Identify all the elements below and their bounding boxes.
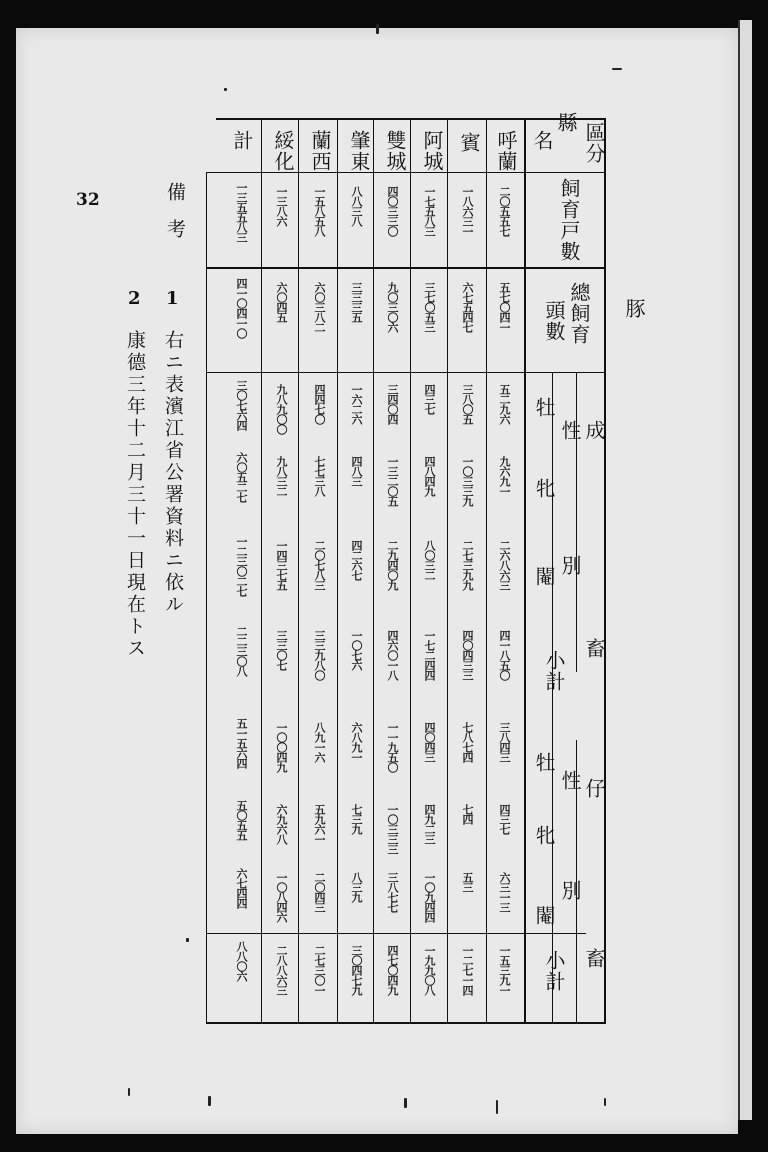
cell-total-hinshi: 六〇五二七 bbox=[235, 452, 248, 502]
cell-zhaodong-boshi: 一六二六 bbox=[350, 384, 363, 424]
header-hinshi2: 牝 bbox=[532, 825, 556, 846]
cell-hulan-hinshi2: 四三七 bbox=[498, 804, 511, 834]
sub-header-sep bbox=[552, 372, 553, 1024]
note-1-text: 右ニ表濱江省公署資料ニ依ル bbox=[162, 330, 184, 616]
scan-speck bbox=[224, 88, 227, 91]
divider-2 bbox=[206, 372, 604, 373]
table-title: 豚 bbox=[622, 298, 646, 318]
header-col-sep bbox=[524, 120, 526, 1024]
row-sep-4 bbox=[373, 120, 374, 1024]
scan-speck bbox=[496, 1100, 498, 1114]
cell-hulan-sou-tousuu: 五七〇四一 bbox=[498, 282, 511, 332]
cell-lanxi-hinshi: 七七三八 bbox=[313, 456, 326, 496]
cell-bin-shokei: 四〇四三三 bbox=[461, 630, 474, 680]
cell-bin-en2: 五三 bbox=[461, 872, 474, 892]
row-name-total: 計 bbox=[230, 130, 254, 151]
cell-bin-boshi: 三八〇五 bbox=[461, 384, 474, 424]
cell-bin-sou-tousuu: 六七五四七 bbox=[461, 282, 474, 332]
header-shokei: 小計 bbox=[542, 650, 566, 692]
cell-shuangcheng-shokei: 四六〇一八 bbox=[386, 630, 399, 680]
cell-suihua-hinshi2: 六九六八 bbox=[275, 804, 288, 844]
note-2-number: 2 bbox=[128, 288, 141, 309]
cell-lanxi-boshi2: 八九一六 bbox=[313, 722, 326, 762]
cell-shuangcheng-en: 二九四〇九 bbox=[386, 540, 399, 590]
cell-hulan-boshi2: 三八四三 bbox=[498, 722, 511, 762]
header-hinshi: 牝 bbox=[532, 478, 556, 499]
row-name-bin: 賓 bbox=[457, 132, 481, 153]
row-sep-5 bbox=[410, 120, 411, 1024]
note-2-text: 康德三年十二月三十一日現在トス bbox=[124, 330, 146, 660]
cell-total-en2: 六七四四 bbox=[235, 868, 248, 908]
cell-shuangcheng-hinshi2: 一〇三三三 bbox=[386, 804, 399, 854]
header-seibetsu2-a: 性 bbox=[558, 770, 582, 791]
cell-total-en: 一二三〇二七 bbox=[235, 536, 248, 596]
sub-header-sep-2 bbox=[576, 372, 577, 672]
cell-acheng-sou-tousuu: 三七〇五三 bbox=[423, 282, 436, 332]
cell-zhaodong-shokei2: 三〇四七九 bbox=[350, 945, 363, 995]
cell-acheng-boshi2: 四〇四三 bbox=[423, 722, 436, 762]
cell-hulan-shiiku-kosuu: 二〇五五七 bbox=[498, 186, 511, 236]
scan-speck bbox=[128, 1088, 130, 1096]
cell-lanxi-sou-tousuu: 六〇三八二 bbox=[313, 282, 326, 332]
cell-zhaodong-hinshi: 四八三 bbox=[350, 456, 363, 486]
cell-acheng-hinshi2: 四九二三 bbox=[423, 804, 436, 844]
cell-lanxi-en2: 二〇四三 bbox=[313, 872, 326, 912]
scan-speck bbox=[612, 68, 622, 70]
divider-1 bbox=[206, 267, 604, 269]
row-name-lanxi: 蘭西 bbox=[308, 130, 332, 172]
cell-lanxi-boshi: 四四七〇 bbox=[313, 384, 326, 424]
cell-shuangcheng-boshi2: 一一九五〇 bbox=[386, 722, 399, 772]
cell-suihua-shiiku-kosuu: 一三八六 bbox=[275, 186, 288, 226]
row-name-hulan: 呼蘭 bbox=[494, 130, 518, 172]
cell-total-shokei: 二二三〇八 bbox=[235, 626, 248, 676]
cell-lanxi-shokei: 三三九八〇 bbox=[313, 630, 326, 680]
cell-zhaodong-shokei: 一〇七六 bbox=[350, 630, 363, 670]
header-shichiku-b: 畜 bbox=[582, 948, 606, 969]
cell-acheng-en2: 一〇九四四 bbox=[423, 872, 436, 922]
note-1-number: 1 bbox=[166, 288, 179, 309]
cell-bin-shokei2: 一二七一四 bbox=[461, 945, 474, 995]
cell-suihua-shokei: 三三〇七 bbox=[275, 630, 288, 670]
cell-suihua-sou-tousuu: 六〇四五 bbox=[275, 282, 288, 322]
cell-lanxi-en: 二〇七八三 bbox=[313, 540, 326, 590]
header-boshi2: 牡 bbox=[532, 752, 556, 773]
header-shichiku-a: 仔 bbox=[582, 778, 606, 799]
row-sep-3 bbox=[337, 120, 338, 1024]
cell-total-boshi2: 五一五六四 bbox=[235, 718, 248, 768]
cell-shuangcheng-hinshi: 一三二〇五 bbox=[386, 456, 399, 506]
cell-acheng-boshi: 四三七 bbox=[423, 384, 436, 414]
cell-zhaodong-en: 四二六七 bbox=[350, 540, 363, 580]
cell-lanxi-shokei2: 二七三〇一 bbox=[313, 945, 326, 995]
row-name-zhaodong: 肇東 bbox=[347, 130, 371, 172]
row-name-shuangcheng: 雙城 bbox=[383, 130, 407, 172]
cell-acheng-shokei2: 一九九〇八 bbox=[423, 945, 436, 995]
cell-suihua-boshi: 九八九〇〇 bbox=[275, 384, 288, 434]
notes-label: 備考 bbox=[164, 182, 186, 256]
cell-hulan-en: 二六八六三 bbox=[498, 540, 511, 590]
cell-hulan-boshi: 五二九六 bbox=[498, 384, 511, 424]
cell-hulan-shokei: 四一八五〇 bbox=[498, 630, 511, 680]
header-boshi: 牡 bbox=[532, 397, 556, 418]
header-seichiku-b: 畜 bbox=[582, 638, 606, 659]
header-tousuu: 頭數 bbox=[542, 300, 566, 342]
table-right-border bbox=[604, 118, 606, 1024]
header-rule bbox=[206, 172, 604, 173]
header-ken-b: 名 bbox=[530, 130, 554, 151]
header-shokei2: 小計 bbox=[542, 950, 566, 992]
header-kubun: 區分 bbox=[582, 122, 606, 164]
scan-speck bbox=[186, 938, 189, 942]
cell-bin-boshi2: 七八七四 bbox=[461, 722, 474, 762]
cell-shuangcheng-shokei2: 四七〇四九 bbox=[386, 945, 399, 995]
header-shiiku-kosuu: 飼育戸數 bbox=[557, 178, 581, 262]
table-left-border bbox=[206, 172, 207, 1024]
header-ken-a: 縣 bbox=[554, 112, 578, 133]
cell-bin-en: 二七三九九 bbox=[461, 540, 474, 590]
row-sep-1 bbox=[261, 120, 262, 1024]
cell-zhaodong-sou-tousuu: 三三三五 bbox=[350, 282, 363, 322]
cell-bin-shiiku-kosuu: 一八六三一 bbox=[461, 186, 474, 236]
cell-suihua-en: 一四三七五 bbox=[275, 540, 288, 590]
cell-acheng-shiiku-kosuu: 一七五八三 bbox=[423, 186, 436, 236]
header-seibetsu2-b: 別 bbox=[558, 880, 582, 901]
cell-shuangcheng-boshi: 三四〇四 bbox=[386, 384, 399, 424]
cell-total-hinshi2: 五〇五五 bbox=[235, 800, 248, 840]
cell-shuangcheng-sou-tousuu: 九〇三〇六 bbox=[386, 282, 399, 332]
cell-acheng-shokei: 一七二四四 bbox=[423, 630, 436, 680]
scan-speck bbox=[208, 1096, 211, 1106]
cell-total-shiiku-kosuu: 一三五五八三 bbox=[235, 182, 248, 242]
cell-hulan-shokei2: 一五三九一 bbox=[498, 945, 511, 995]
row-name-suihua: 綏化 bbox=[271, 130, 295, 172]
cell-suihua-boshi2: 一〇〇四九 bbox=[275, 722, 288, 772]
cell-suihua-shokei2: 二八八六三 bbox=[275, 945, 288, 995]
cell-bin-hinshi2: 七四 bbox=[461, 804, 474, 824]
cell-acheng-hinshi: 四八四九 bbox=[423, 456, 436, 496]
row-sep-7 bbox=[486, 120, 487, 1024]
divider-3 bbox=[206, 933, 586, 934]
cell-zhaodong-hinshi2: 七三九 bbox=[350, 804, 363, 834]
page-number: 32 bbox=[76, 190, 100, 210]
cell-suihua-en2: 一〇八四六 bbox=[275, 872, 288, 922]
cell-total-boshi: 三〇七六四 bbox=[235, 380, 248, 430]
cell-shuangcheng-shiiku-kosuu: 四〇三三〇 bbox=[386, 186, 399, 236]
header-seibetsu-b: 別 bbox=[558, 555, 582, 576]
cell-zhaodong-boshi2: 六八九一 bbox=[350, 722, 363, 762]
header-seichiku-a: 成 bbox=[582, 420, 606, 441]
cell-lanxi-hinshi2: 五九六一 bbox=[313, 804, 326, 844]
row-name-acheng: 阿城 bbox=[420, 130, 444, 172]
scan-speck bbox=[404, 1098, 407, 1108]
scan-speck bbox=[376, 24, 379, 34]
cell-lanxi-shiiku-kosuu: 一五八五八 bbox=[313, 186, 326, 236]
row-sep-6 bbox=[447, 120, 448, 1024]
cell-total-shokei2: 八八〇六 bbox=[235, 941, 248, 981]
header-seibetsu-a: 性 bbox=[558, 420, 582, 441]
cell-bin-hinshi: 一〇三三九 bbox=[461, 456, 474, 506]
cell-suihua-hinshi: 九八三二 bbox=[275, 456, 288, 496]
table-bottom-rule bbox=[206, 1022, 604, 1024]
cell-zhaodong-shiiku-kosuu: 八八三八 bbox=[350, 186, 363, 226]
row-sep-2 bbox=[298, 120, 299, 1024]
cell-acheng-en: 八〇三二 bbox=[423, 540, 436, 580]
cell-shuangcheng-en2: 三八七七 bbox=[386, 872, 399, 912]
page-edge bbox=[738, 20, 752, 1120]
header-sou-shiiku: 總飼育 bbox=[567, 282, 591, 345]
header-en2: 閹 bbox=[532, 905, 556, 926]
scan-speck bbox=[604, 1098, 606, 1106]
cell-zhaodong-en2: 八三九 bbox=[350, 872, 363, 902]
cell-hulan-hinshi: 九六九一 bbox=[498, 456, 511, 496]
header-en: 閹 bbox=[532, 566, 556, 587]
cell-total-sou-tousuu: 四一〇四一〇 bbox=[235, 278, 248, 338]
cell-hulan-en2: 六三一三 bbox=[498, 872, 511, 912]
